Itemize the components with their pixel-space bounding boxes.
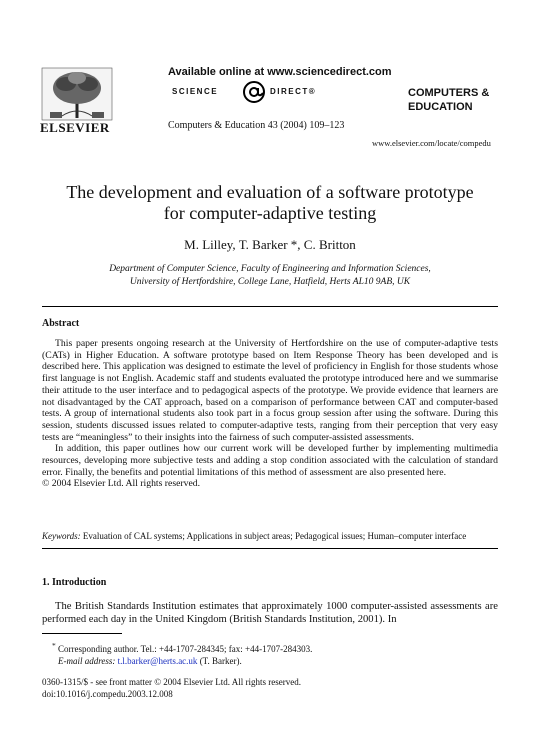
- sciencedirect-left-text: SCIENCE: [172, 87, 219, 96]
- footnote-email-suffix: (T. Barker).: [199, 656, 242, 666]
- abstract-paragraph-2: In addition, this paper outlines how our current work will be developed further by implementing multimedia resources, developing more subjective tests and adding a stop condition associated with the calculation of standard error. Finally, the benefits and potential limitations of this method of assessment are also presented here.: [42, 443, 498, 478]
- available-online-line: Available online at www.sciencedirect.com: [168, 66, 392, 78]
- section-heading-introduction: 1. Introduction: [42, 577, 107, 588]
- journal-reference: Computers & Education 43 (2004) 109–123: [168, 120, 345, 131]
- journal-brand: [408, 86, 518, 114]
- abstract-body: [42, 338, 498, 490]
- doi-line: doi:10.1016/j.compedu.2003.12.008: [42, 689, 173, 699]
- affiliation-line-1: Department of Computer Science, Faculty of Engineering and Information Sciences,: [109, 264, 431, 274]
- keywords: [42, 531, 498, 541]
- sciencedirect-logo: [172, 80, 342, 104]
- footnote-corresponding: Corresponding author. Tel.: +44-1707-284345; fax: +44-1707-284303.: [58, 644, 313, 654]
- footnote-email-label: E-mail address:: [58, 656, 116, 666]
- issn-line: 0360-1315/$ - see front matter © 2004 Elsevier Ltd. All rights reserved.: [42, 677, 302, 687]
- abstract-heading: Abstract: [42, 318, 80, 329]
- title-line-1: The development and evaluation of a software prototype: [66, 182, 474, 202]
- footnote-email-link[interactable]: t.l.barker@herts.ac.uk: [117, 656, 198, 666]
- sciencedirect-right-text: DIRECT®: [270, 87, 317, 96]
- abstract-paragraph-1: This paper presents ongoing research at the University of Hertfordshire on the use of computer-adaptive tests (CATs) in Higher Education. A software prototype based on Item Response Theory has been developed and is described here. This application was designed to estimate the level of proficiency in English for those students whose first language is not English. Academic staff and students evaluated the prototype introduced here and we summarise their attitude to the user interface and to pedagogical aspects of the prototype. We provide evidence that learners are not disadvantaged by the CAT approach, based on a comparison of performance between CAT and computer-based tests. A group of international students also took part in a focus group session after using the software. During this session, students discussed issues related to computer-adaptive tests, ranging from their perception that very easy tests are “meaningless” to their insights into the fairness of such computer-assisted assessments.: [42, 338, 498, 443]
- sciencedirect-at-icon: [242, 80, 266, 104]
- divider-bottom: [42, 548, 498, 549]
- title-line-2: for computer-adaptive testing: [163, 203, 377, 223]
- keywords-text: Evaluation of CAL systems; Applications in subject areas; Pedagogical issues; Human–computer interface: [82, 531, 467, 541]
- paper-title: [40, 182, 500, 224]
- authors: M. Lilley, T. Barker *, C. Britton: [184, 237, 356, 252]
- affiliation: [40, 263, 500, 289]
- publisher-name: ELSEVIER: [40, 120, 110, 135]
- journal-url-link[interactable]: www.elsevier.com/locate/compedu: [372, 138, 491, 148]
- keywords-label: Keywords:: [42, 531, 81, 541]
- journal-brand-line2: EDUCATION: [408, 101, 473, 113]
- abstract-copyright: © 2004 Elsevier Ltd. All rights reserved.: [42, 478, 201, 490]
- bottom-meta: [42, 676, 301, 700]
- introduction-body: The British Standards Institution estimates that approximately 1000 computer-assisted assessments are performed each day in the United Kingdom (British Standards Institution, 2001). In: [42, 601, 498, 625]
- footnote: [52, 640, 492, 667]
- footnote-rule: [42, 633, 122, 634]
- journal-brand-line1: COMPUTERS &: [408, 87, 490, 99]
- footnote-marker: *: [52, 641, 56, 650]
- affiliation-line-2: University of Hertfordshire, College Lane, Hatfield, Herts AL10 9AB, UK: [129, 277, 411, 287]
- divider-top: [42, 306, 498, 307]
